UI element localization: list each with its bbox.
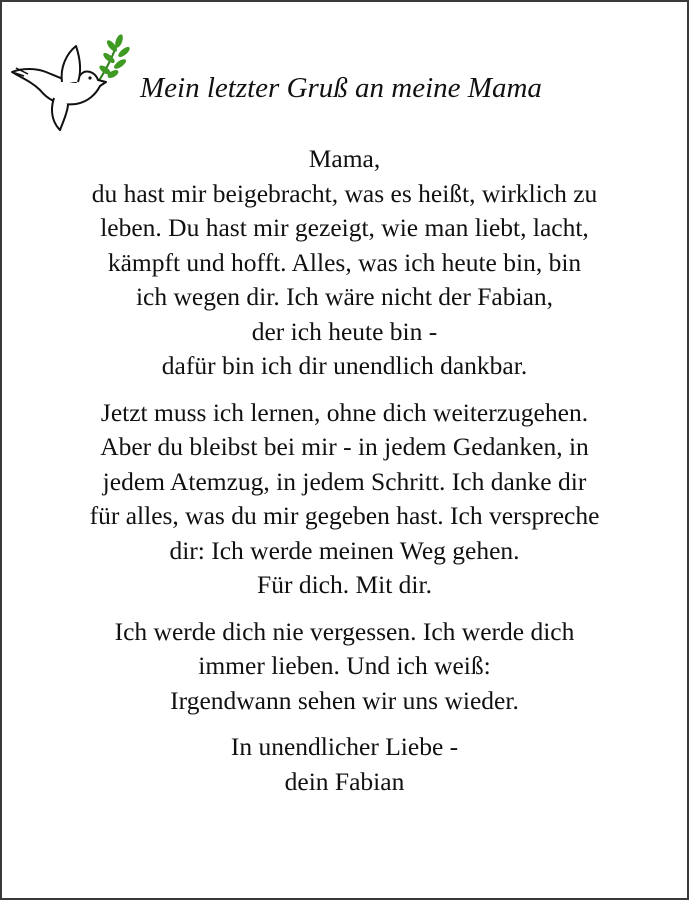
text-line: Irgendwann sehen wir uns wieder.	[170, 685, 519, 715]
text-line: jedem Atemzug, in jedem Schritt. Ich danke dir	[102, 466, 587, 496]
text-line: Jetzt muss ich lernen, ohne dich weiterzugehen.	[100, 397, 589, 427]
text-line: Aber du bleibst bei mir - in jedem Gedanken, in	[100, 432, 589, 461]
paragraph-3	[12, 615, 677, 719]
message-body	[12, 142, 677, 811]
closing-line: In unendlicher Liebe -	[230, 732, 459, 761]
signature	[12, 730, 677, 799]
text-line: Für dich. Mit dir.	[257, 570, 432, 599]
text-line: du hast mir beigebracht, was es heißt, wirklich zu	[91, 178, 598, 208]
text-line: der ich heute bin -	[251, 316, 438, 346]
text-line: immer lieben. Und ich weiß:	[198, 651, 491, 680]
card-header	[10, 32, 680, 137]
text-line: Ich werde dich nie vergessen. Ich werde dich	[114, 616, 575, 646]
text-line: für alles, was du mir gegeben hast. Ich verspreche	[89, 501, 600, 530]
signer-name: dein Fabian	[284, 766, 405, 796]
text-line: dafür bin ich dir unendlich dankbar.	[161, 351, 528, 380]
text-line: kämpft und hofft. Alles, was ich heute bin, bin	[107, 247, 582, 277]
text-line: leben. Du hast mir gezeigt, wie man liebt, lacht,	[100, 213, 589, 242]
paragraph-2	[12, 396, 677, 603]
dove-with-olive-branch-icon	[10, 32, 145, 132]
text-line: Mama,	[308, 144, 381, 173]
text-line: ich wegen dir. Ich wäre nicht der Fabian,	[135, 282, 554, 311]
paragraph-1	[12, 142, 677, 384]
text-line: dir: Ich werde meinen Weg gehen.	[169, 535, 520, 565]
card-title: Mein letzter Gruß an meine Mama	[140, 72, 542, 104]
